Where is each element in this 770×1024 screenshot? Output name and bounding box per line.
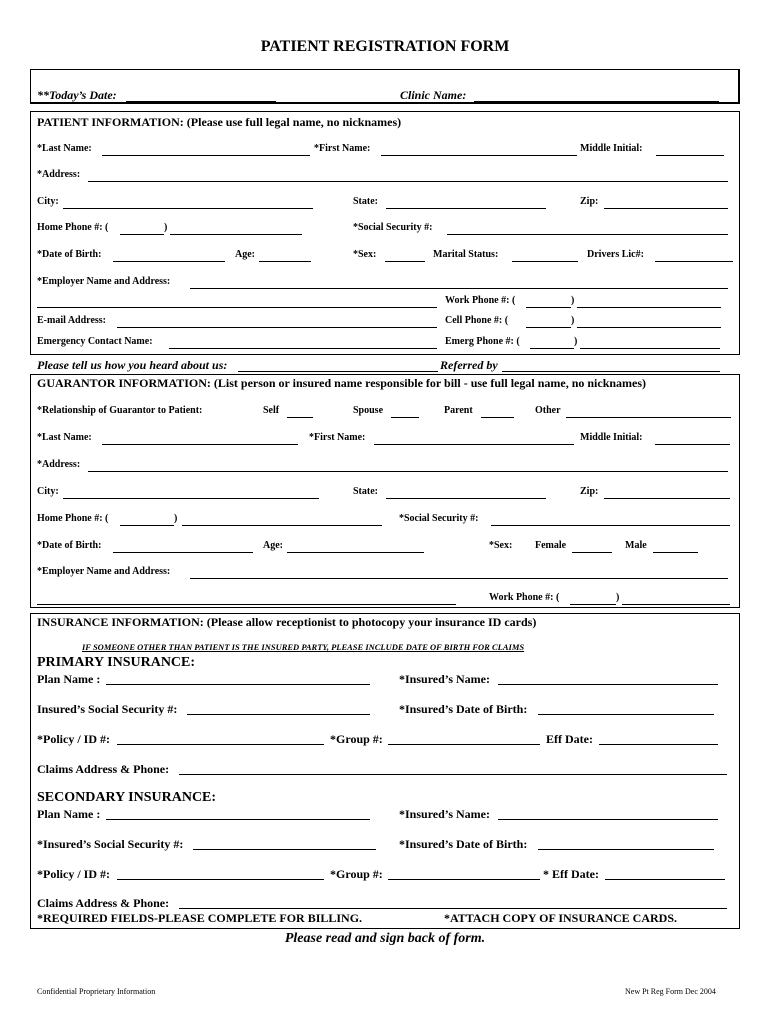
patient-age-label: Age: xyxy=(235,249,255,260)
patient-home-phone-label: Home Phone #: ( xyxy=(37,222,109,233)
patient-last-name-field[interactable] xyxy=(102,144,310,156)
patient-state-field[interactable] xyxy=(386,197,546,209)
primary-plan-name-label: Plan Name : xyxy=(37,672,101,686)
patient-work-phone-close-paren: ) xyxy=(571,295,575,306)
primary-eff-date-label: Eff Date: xyxy=(546,732,593,746)
patient-city-field[interactable] xyxy=(63,197,313,209)
patient-work-phone-label: Work Phone #: ( xyxy=(445,295,516,306)
patient-work-phone-number-field[interactable] xyxy=(577,296,721,308)
patient-home-phone-number-field[interactable] xyxy=(170,223,302,235)
primary-ssn-label: Insured’s Social Security #: xyxy=(37,702,178,716)
secondary-eff-date-label: * Eff Date: xyxy=(543,867,599,881)
guarantor-dob-label: *Date of Birth: xyxy=(37,540,102,551)
primary-ssn-field[interactable] xyxy=(187,703,370,715)
guarantor-work-phone-number-field[interactable] xyxy=(622,593,730,605)
patient-email-label: E-mail Address: xyxy=(37,315,106,326)
secondary-policy-id-field[interactable] xyxy=(117,868,324,880)
guarantor-first-name-field[interactable] xyxy=(374,433,574,445)
primary-eff-date-field[interactable] xyxy=(599,733,718,745)
patient-employer-field[interactable] xyxy=(190,277,728,289)
patient-age-field[interactable] xyxy=(259,250,311,262)
guarantor-address-field[interactable] xyxy=(88,460,728,472)
guarantor-spouse-label: Spouse xyxy=(353,405,384,416)
guarantor-self-label: Self xyxy=(263,405,280,416)
patient-email-field[interactable] xyxy=(117,316,437,328)
secondary-insureds-name-field[interactable] xyxy=(498,808,718,820)
patient-ssn-label: *Social Security #: xyxy=(353,222,433,233)
guarantor-spouse-field[interactable] xyxy=(391,406,419,418)
patient-state-label: State: xyxy=(353,196,378,207)
secondary-eff-date-field[interactable] xyxy=(605,868,725,880)
form-title: PATIENT REGISTRATION FORM xyxy=(260,38,510,55)
guarantor-home-phone-label: Home Phone #: ( xyxy=(37,513,109,524)
patient-address-label: *Address: xyxy=(37,169,81,180)
guarantor-info-header: GUARANTOR INFORMATION: (List person or insured name responsible for bill - use full legal name, no nicknames) xyxy=(37,376,647,390)
patient-cell-phone-number-field[interactable] xyxy=(577,316,721,328)
referred-by-label: Referred by xyxy=(440,358,498,372)
patient-employer-field-line2[interactable] xyxy=(37,296,437,308)
patient-sex-field[interactable] xyxy=(385,250,425,262)
patient-middle-initial-field[interactable] xyxy=(656,144,724,156)
guarantor-parent-field[interactable] xyxy=(481,406,514,418)
guarantor-relationship-label: *Relationship of Guarantor to Patient: xyxy=(37,405,203,416)
guarantor-employer-field-line2[interactable] xyxy=(37,593,456,605)
patient-drivers-lic-field[interactable] xyxy=(655,250,733,262)
patient-last-name-label: *Last Name: xyxy=(37,143,92,154)
primary-insureds-name-field[interactable] xyxy=(498,673,718,685)
guarantor-other-label: Other xyxy=(535,405,561,416)
guarantor-work-phone-close-paren: ) xyxy=(616,592,620,603)
patient-emergency-contact-field[interactable] xyxy=(169,337,437,349)
secondary-claims-address-field[interactable] xyxy=(179,897,727,909)
guarantor-male-field[interactable] xyxy=(653,541,698,553)
patient-ssn-field[interactable] xyxy=(447,223,728,235)
secondary-insureds-dob-label: *Insured’s Date of Birth: xyxy=(399,837,528,851)
secondary-plan-name-label: Plan Name : xyxy=(37,807,101,821)
insurance-info-header: INSURANCE INFORMATION: (Please allow receptionist to photocopy your insurance ID cards) xyxy=(37,615,537,629)
primary-insureds-dob-field[interactable] xyxy=(538,703,714,715)
patient-cell-phone-area-field[interactable] xyxy=(526,316,571,328)
patient-employer-label: *Employer Name and Address: xyxy=(37,276,171,287)
guarantor-city-label: City: xyxy=(37,486,59,497)
guarantor-state-field[interactable] xyxy=(386,487,546,499)
patient-zip-field[interactable] xyxy=(604,197,728,209)
patient-emerg-phone-area-field[interactable] xyxy=(530,337,574,349)
heard-about-field[interactable] xyxy=(238,360,438,372)
guarantor-first-name-label: *First Name: xyxy=(309,432,366,443)
patient-dob-label: *Date of Birth: xyxy=(37,249,102,260)
guarantor-city-field[interactable] xyxy=(63,487,319,499)
secondary-ssn-label: *Insured’s Social Security #: xyxy=(37,837,184,851)
guarantor-female-label: Female xyxy=(535,540,567,551)
todays-date-label: **Today’s Date: xyxy=(37,88,117,102)
guarantor-zip-field[interactable] xyxy=(604,487,730,499)
secondary-claims-address-label: Claims Address & Phone: xyxy=(37,896,170,910)
guarantor-male-label: Male xyxy=(625,540,647,551)
insurance-note: IF SOMEONE OTHER THAN PATIENT IS THE INSURED PARTY, PLEASE INCLUDE DATE OF BIRTH FOR CLAIMS xyxy=(82,642,525,652)
patient-dob-field[interactable] xyxy=(113,250,225,262)
secondary-insureds-dob-field[interactable] xyxy=(538,838,714,850)
guarantor-employer-field[interactable] xyxy=(190,567,728,579)
guarantor-home-phone-number-field[interactable] xyxy=(182,514,382,526)
primary-policy-id-label: *Policy / ID #: xyxy=(37,732,110,746)
guarantor-middle-initial-field[interactable] xyxy=(655,433,730,445)
guarantor-sex-label: *Sex: xyxy=(489,540,513,551)
guarantor-middle-initial-label: Middle Initial: xyxy=(580,432,643,443)
guarantor-work-phone-area-field[interactable] xyxy=(570,593,616,605)
patient-zip-label: Zip: xyxy=(580,196,599,207)
secondary-insureds-name-label: *Insured’s Name: xyxy=(399,807,491,821)
guarantor-address-label: *Address: xyxy=(37,459,81,470)
primary-claims-address-label: Claims Address & Phone: xyxy=(37,762,170,776)
secondary-insurance-title: SECONDARY INSURANCE: xyxy=(37,790,217,805)
patient-emerg-phone-number-field[interactable] xyxy=(580,337,720,349)
patient-cell-phone-close-paren: ) xyxy=(571,315,575,326)
primary-policy-id-field[interactable] xyxy=(117,733,324,745)
secondary-ssn-field[interactable] xyxy=(193,838,376,850)
secondary-policy-id-label: *Policy / ID #: xyxy=(37,867,110,881)
patient-cell-phone-label: Cell Phone #: ( xyxy=(445,315,509,326)
patient-emerg-phone-close-paren: ) xyxy=(574,336,578,347)
patient-emerg-phone-label: Emerg Phone #: ( xyxy=(445,336,520,347)
guarantor-self-field[interactable] xyxy=(287,406,313,418)
primary-insureds-name-label: *Insured’s Name: xyxy=(399,672,491,686)
primary-insureds-dob-label: *Insured’s Date of Birth: xyxy=(399,702,528,716)
guarantor-home-phone-close-paren: ) xyxy=(174,513,178,524)
primary-insurance-title: PRIMARY INSURANCE: xyxy=(37,655,196,670)
clinic-name-label: Clinic Name: xyxy=(400,88,467,102)
guarantor-ssn-label: *Social Security #: xyxy=(399,513,479,524)
patient-home-phone-close-paren: ) xyxy=(164,222,168,233)
referred-by-field[interactable] xyxy=(502,360,720,372)
footer-left: Confidential Proprietary Information xyxy=(37,987,156,996)
guarantor-age-label: Age: xyxy=(263,540,283,551)
guarantor-female-field[interactable] xyxy=(572,541,612,553)
todays-date-field[interactable] xyxy=(126,90,276,102)
patient-marital-field[interactable] xyxy=(512,250,578,262)
patient-sex-label: *Sex: xyxy=(353,249,377,260)
secondary-group-label: *Group #: xyxy=(330,867,383,881)
patient-address-field[interactable] xyxy=(88,170,728,182)
guarantor-work-phone-label: Work Phone #: ( xyxy=(489,592,560,603)
guarantor-employer-label: *Employer Name and Address: xyxy=(37,566,171,577)
clinic-name-field[interactable] xyxy=(474,90,719,102)
patient-info-header: PATIENT INFORMATION: (Please use full legal name, no nicknames) xyxy=(37,115,402,129)
patient-middle-initial-label: Middle Initial: xyxy=(580,143,643,154)
guarantor-ssn-field[interactable] xyxy=(491,514,730,526)
sign-back-note: Please read and sign back of form. xyxy=(284,931,486,946)
guarantor-parent-label: Parent xyxy=(444,405,473,416)
guarantor-home-phone-area-field[interactable] xyxy=(120,514,174,526)
heard-about-label: Please tell us how you heard about us: xyxy=(37,358,228,372)
attach-cards-note: *ATTACH COPY OF INSURANCE CARDS. xyxy=(444,911,678,925)
guarantor-last-name-label: *Last Name: xyxy=(37,432,92,443)
guarantor-zip-label: Zip: xyxy=(580,486,599,497)
guarantor-last-name-field[interactable] xyxy=(102,433,298,445)
patient-first-name-field[interactable] xyxy=(381,144,577,156)
primary-claims-address-field[interactable] xyxy=(179,763,727,775)
patient-first-name-label: *First Name: xyxy=(314,143,371,154)
patient-city-label: City: xyxy=(37,196,59,207)
guarantor-age-field[interactable] xyxy=(287,541,424,553)
guarantor-dob-field[interactable] xyxy=(113,541,253,553)
required-fields-note: *REQUIRED FIELDS-PLEASE COMPLETE FOR BILLING. xyxy=(37,911,363,925)
primary-group-label: *Group #: xyxy=(330,732,383,746)
secondary-plan-name-field[interactable] xyxy=(106,808,370,820)
patient-emergency-contact-label: Emergency Contact Name: xyxy=(37,336,153,347)
footer-right: New Pt Reg Form Dec 2004 xyxy=(625,987,716,996)
primary-group-field[interactable] xyxy=(388,733,540,745)
secondary-group-field[interactable] xyxy=(388,868,540,880)
guarantor-state-label: State: xyxy=(353,486,378,497)
patient-marital-label: Marital Status: xyxy=(433,249,499,260)
patient-drivers-lic-label: Drivers Lic#: xyxy=(587,249,644,260)
guarantor-other-field[interactable] xyxy=(566,406,731,418)
patient-work-phone-area-field[interactable] xyxy=(526,296,571,308)
patient-home-phone-area-field[interactable] xyxy=(120,223,164,235)
primary-plan-name-field[interactable] xyxy=(106,673,370,685)
